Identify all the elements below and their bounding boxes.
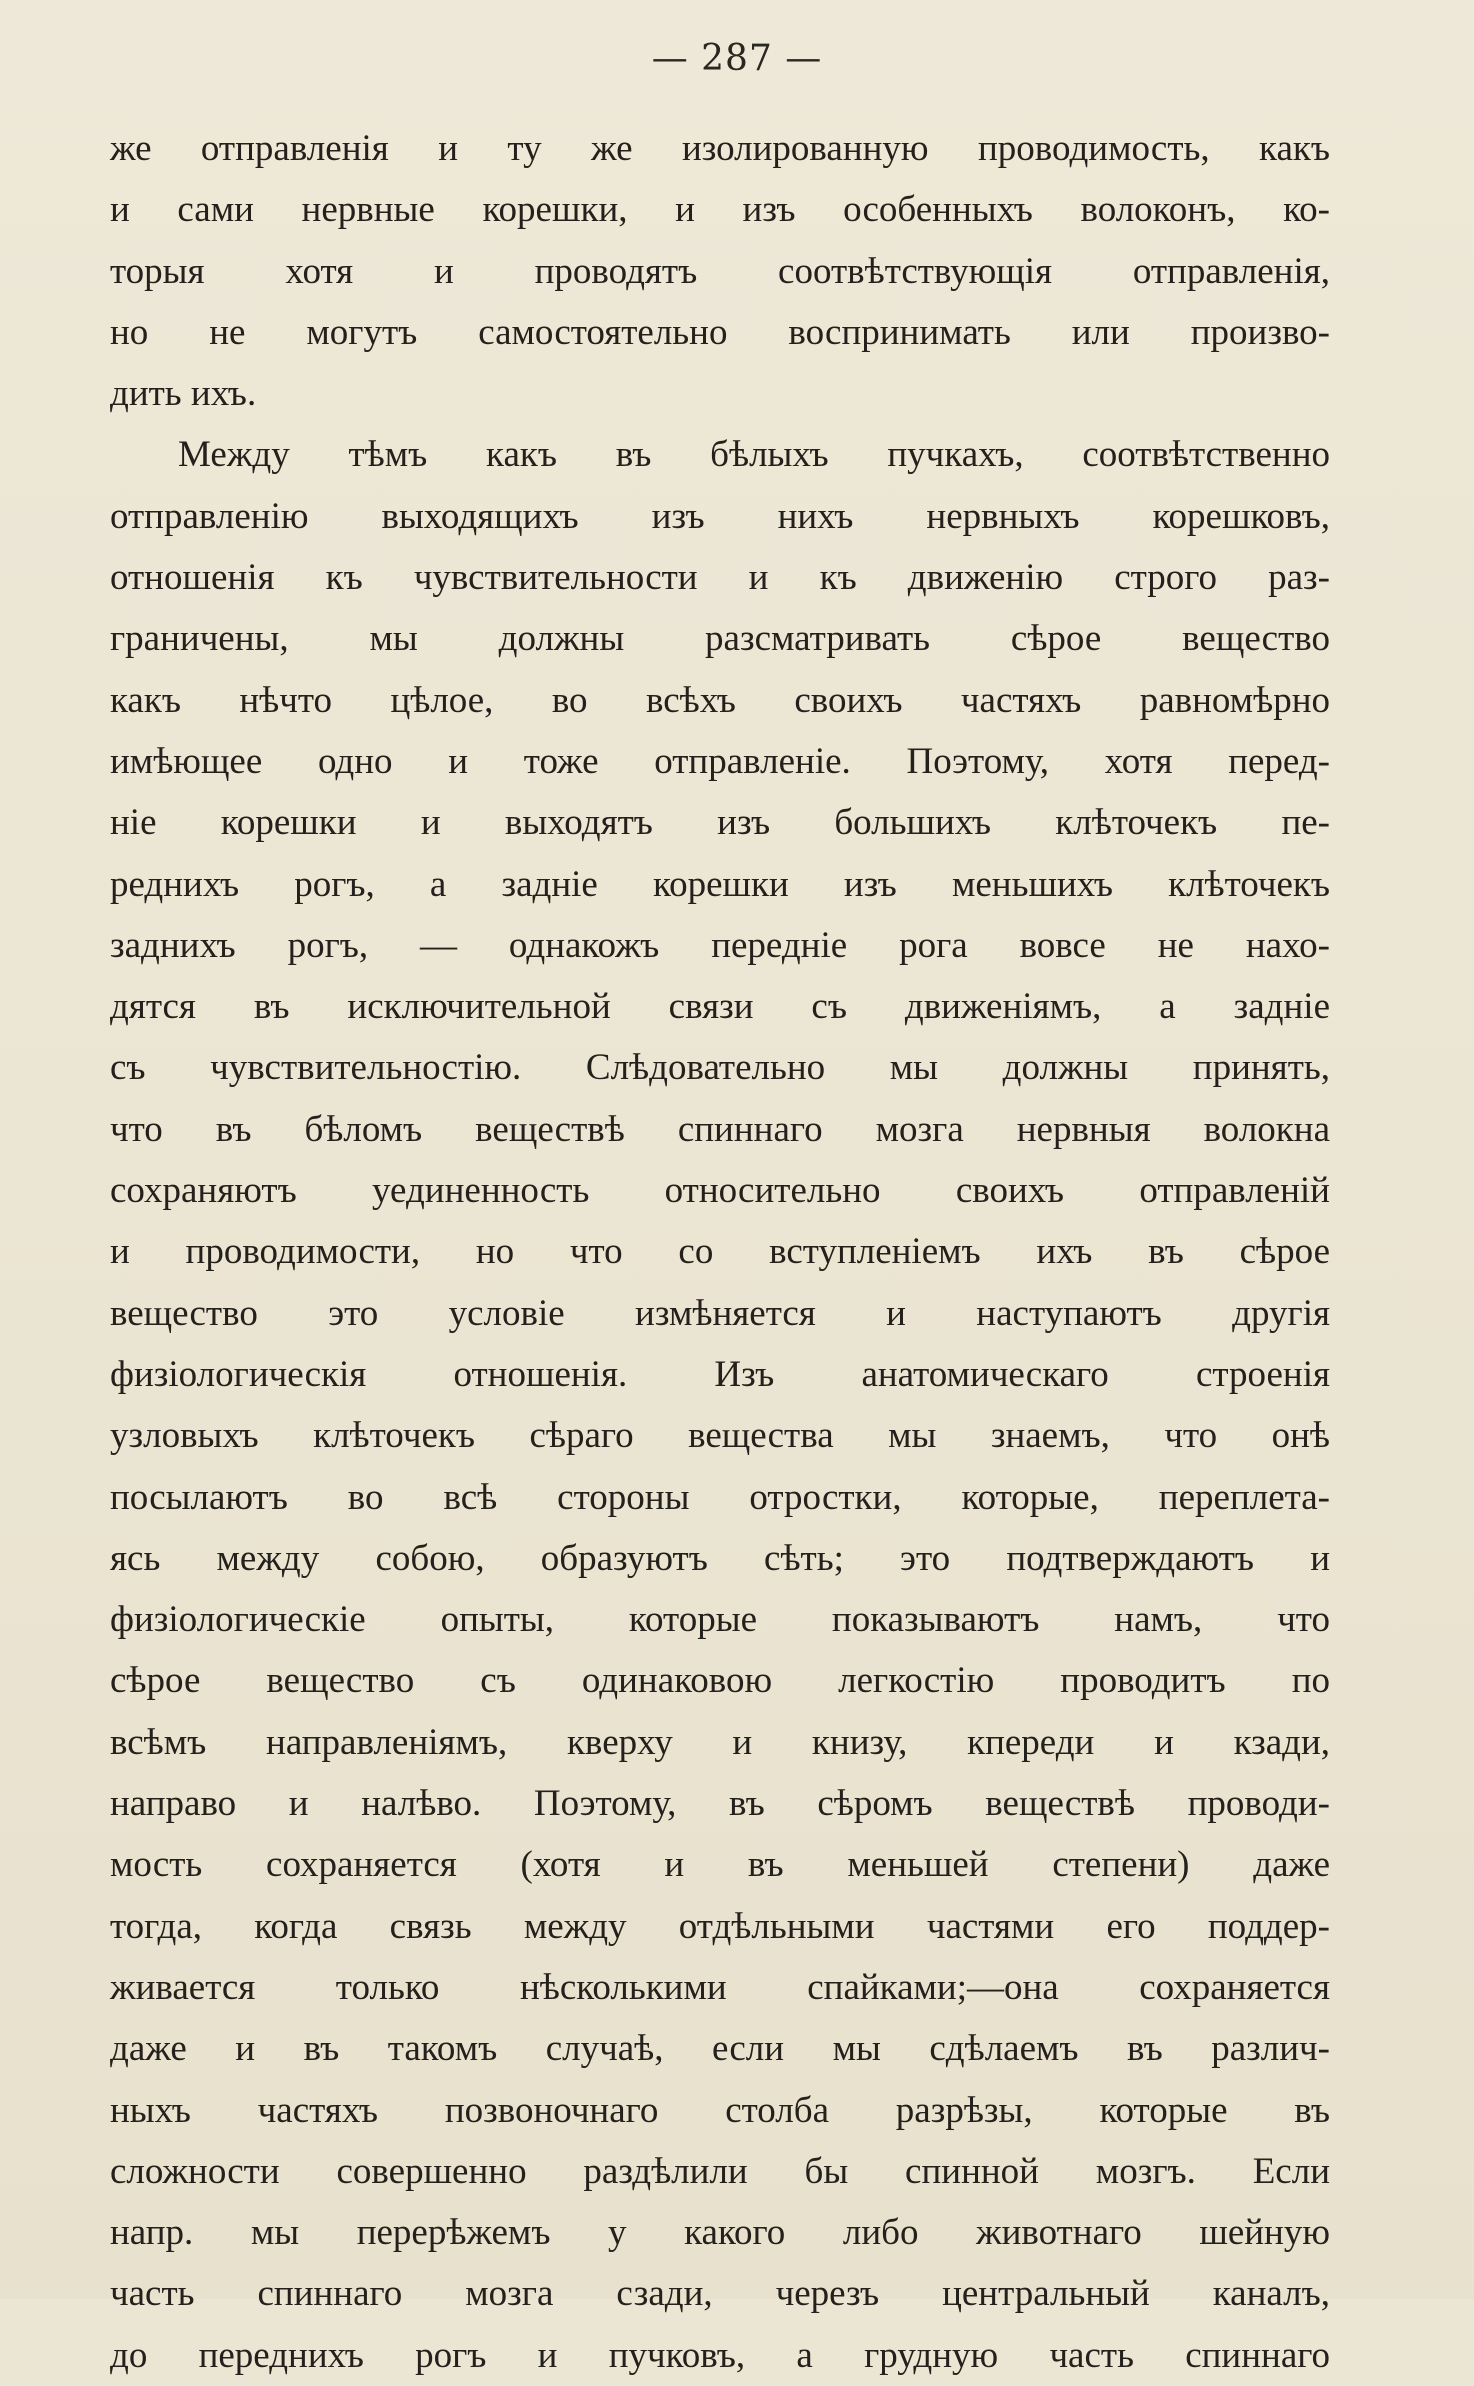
text-line: что въ бѣломъ веществѣ спиннаго мозга нервныя волокна: [110, 1108, 1330, 1150]
text-line: реднихъ рогъ, а задніе корешки изъ меньшихъ клѣточекъ: [110, 863, 1330, 905]
page-number: — 287 —: [651, 38, 823, 79]
text-line: направо и налѣво. Поэтому, въ сѣромъ веществѣ проводи-: [110, 1783, 1330, 1825]
text-line: ніе корешки и выходятъ изъ большихъ клѣточекъ пе-: [110, 802, 1330, 844]
text-line: даже и въ такомъ случаѣ, если мы сдѣлаемъ въ различ-: [110, 2028, 1330, 2070]
text-line: сѣрое вещество съ одинаковою легкостію проводитъ по: [110, 1660, 1330, 1702]
text-line: имѣющее одно и тоже отправленіе. Поэтому, хотя перед-: [110, 740, 1330, 782]
text-line: и проводимости, но что со вступленіемъ ихъ въ сѣрое: [110, 1231, 1330, 1273]
text-line: сложности совершенно раздѣлили бы спинной мозгъ. Если: [110, 2150, 1330, 2192]
text-line: заднихъ рогъ, — однакожъ передніе рога вовсе не нахо-: [110, 924, 1330, 966]
text-line: всѣмъ направленіямъ, кверху и книзу, кпереди и кзади,: [110, 1721, 1330, 1763]
text-line: вещество это условіе измѣняется и наступаютъ другія: [110, 1292, 1330, 1334]
text-line: часть спиннаго мозга сзади, черезъ центральный каналъ,: [110, 2273, 1330, 2315]
text-line: и сами нервные корешки, и изъ особенныхъ волоконъ, ко-: [110, 189, 1330, 231]
text-line: съ чувствительностію. Слѣдовательно мы должны принять,: [110, 1047, 1330, 1089]
text-line: отправленію выходящихъ изъ нихъ нервныхъ корешковъ,: [110, 495, 1330, 537]
text-line: физіологическія отношенія. Изъ анатомическаго строенія: [110, 1353, 1330, 1395]
text-line: мость сохраняется (хотя и въ меньшей степени) даже: [110, 1844, 1330, 1886]
text-line: ныхъ частяхъ позвоночнаго столба разрѣзы, которые въ: [110, 2089, 1330, 2131]
text-line: граничены, мы должны разсматривать сѣрое вещество: [110, 618, 1330, 660]
text-line: торыя хотя и проводятъ соотвѣтствующія отправленія,: [110, 250, 1330, 292]
text-line: отношенія къ чувствительности и къ движенію строго раз-: [110, 557, 1330, 599]
body-text: [110, 118, 1330, 2386]
text-line: до переднихъ рогъ и пучковъ, а грудную часть спиннаго: [110, 2334, 1330, 2376]
text-line: ясь между собою, образуютъ сѣть; это подтверждаютъ и: [110, 1537, 1330, 1579]
text-line: дятся въ исключительной связи съ движеніямъ, а задніе: [110, 986, 1330, 1028]
text-line: Между тѣмъ какъ въ бѣлыхъ пучкахъ, соотвѣтственно: [178, 434, 1330, 476]
text-line: тогда, когда связь между отдѣльными частями его поддер-: [110, 1905, 1330, 1947]
text-line: посылаютъ во всѣ стороны отростки, которые, переплета-: [110, 1476, 1330, 1518]
text-line: но не могутъ самостоятельно воспринимать или произво-: [110, 311, 1330, 353]
text-line: физіологическіе опыты, которые показываютъ намъ, что: [110, 1599, 1330, 1641]
text-line: какъ нѣчто цѣлое, во всѣхъ своихъ частяхъ равномѣрно: [110, 679, 1330, 721]
text-line: сохраняютъ уединенность относительно своихъ отправленій: [110, 1170, 1330, 1212]
text-line: живается только нѣсколькими спайками;—она сохраняется: [110, 1966, 1330, 2008]
text-line: дить ихъ.: [110, 373, 257, 415]
text-line: же отправленія и ту же изолированную проводимость, какъ: [110, 128, 1330, 169]
text-line: узловыхъ клѣточекъ сѣраго вещества мы знаемъ, что онѣ: [110, 1415, 1330, 1457]
text-line: напр. мы перерѣжемъ у какого либо животнаго шейную: [110, 2212, 1330, 2254]
